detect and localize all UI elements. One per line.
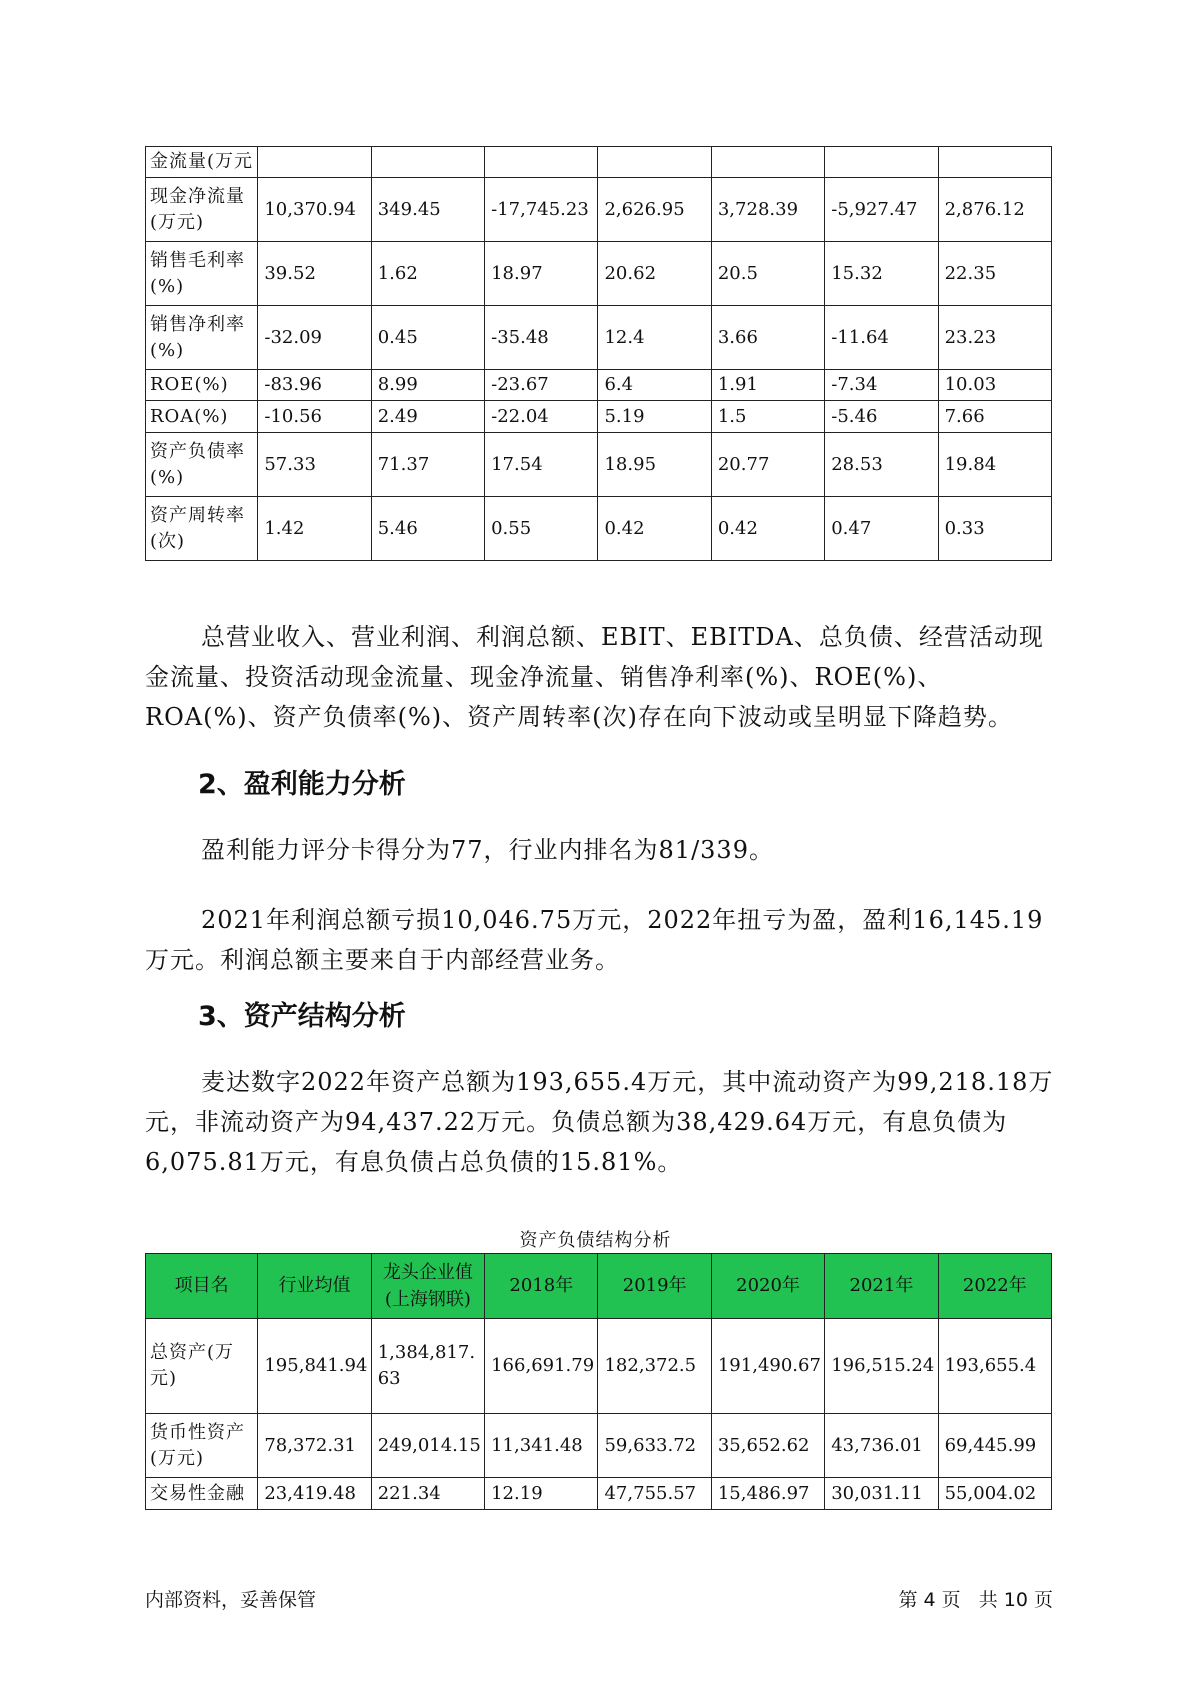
cell: 39.52 [258, 242, 371, 306]
row-label: 货币性资产(万元) [146, 1414, 258, 1478]
summary-text: 总营业收入、营业利润、利润总额、EBIT、EBITDA、总负债、经营活动现金流量、投资活动现金流量、现金净流量、销售净利率(%)、ROE(%)、ROA(%)、资产负债率(%)、资产周转率(次)存在向下波动或呈明显下降趋势。 [145, 623, 1044, 731]
profitability-text-1: 盈利能力评分卡得分为77，行业内排名为81/339。 [201, 836, 774, 864]
cell: 15,486.97 [711, 1478, 824, 1510]
cell: 19.84 [938, 433, 1051, 497]
cell: 2.49 [371, 401, 484, 433]
cell: 3.66 [711, 306, 824, 370]
cell: 20.62 [598, 242, 711, 306]
cell: 2,626.95 [598, 178, 711, 242]
cell: 2,876.12 [938, 178, 1051, 242]
cell: 59,633.72 [598, 1414, 711, 1478]
cell: 17.54 [485, 433, 598, 497]
cell: 23.23 [938, 306, 1051, 370]
cell: 1,384,817.63 [371, 1319, 484, 1414]
cell: 182,372.5 [598, 1319, 711, 1414]
cell [598, 147, 711, 178]
cell: -11.64 [825, 306, 938, 370]
cell: 0.45 [371, 306, 484, 370]
cell: 10.03 [938, 370, 1051, 401]
cell: -10.56 [258, 401, 371, 433]
cell: 221.34 [371, 1478, 484, 1510]
cell: -17,745.23 [485, 178, 598, 242]
cell: 69,445.99 [938, 1414, 1051, 1478]
header-cell: 项目名 [146, 1254, 258, 1319]
cell: 30,031.11 [825, 1478, 938, 1510]
cell: 78,372.31 [258, 1414, 371, 1478]
table-caption: 资产负债结构分析 [519, 1230, 672, 1251]
cell: 0.55 [485, 497, 598, 561]
section-heading-asset-structure: 3、资产结构分析 [198, 1001, 406, 1032]
cell: -83.96 [258, 370, 371, 401]
table-row [146, 242, 1052, 306]
cell: 22.35 [938, 242, 1051, 306]
cell: 349.45 [371, 178, 484, 242]
cell: 1.42 [258, 497, 371, 561]
cell: 195,841.94 [258, 1319, 371, 1414]
footer-page-number: 第 4 页 共 10 页 [898, 1589, 1053, 1611]
row-label: 资产周转率(次) [146, 497, 258, 561]
cell [711, 147, 824, 178]
cell: 35,652.62 [711, 1414, 824, 1478]
cell [825, 147, 938, 178]
cell: 5.19 [598, 401, 711, 433]
cell: 1.62 [371, 242, 484, 306]
table-row [146, 401, 1052, 433]
financial-indicators-table [145, 146, 1052, 561]
cell: 5.46 [371, 497, 484, 561]
row-label: 销售净利率(%) [146, 306, 258, 370]
row-label: 资产负债率(%) [146, 433, 258, 497]
cell: -23.67 [485, 370, 598, 401]
table-row [146, 1478, 1052, 1510]
table-row [146, 1319, 1052, 1414]
cell: 55,004.02 [938, 1478, 1051, 1510]
cell: 0.42 [598, 497, 711, 561]
cell: 1.91 [711, 370, 824, 401]
cell: 11,341.48 [485, 1414, 598, 1478]
table-row [146, 1414, 1052, 1478]
cell: -5,927.47 [825, 178, 938, 242]
cell: -5.46 [825, 401, 938, 433]
asset-structure-text: 麦达数字2022年资产总额为193,655.4万元，其中流动资产为99,218.18万元，非流动资产为94,437.22万元。负债总额为38,429.64万元，有息负债为6,075.81万元，有息负债占总负债的15.81%。 [145, 1068, 1054, 1176]
cell: 20.77 [711, 433, 824, 497]
table-row [146, 147, 1052, 178]
cell [258, 147, 371, 178]
cell: 18.95 [598, 433, 711, 497]
table-row [146, 306, 1052, 370]
cell: 28.53 [825, 433, 938, 497]
cell: -22.04 [485, 401, 598, 433]
cell: 57.33 [258, 433, 371, 497]
summary-paragraph [145, 617, 1065, 737]
cell: 12.19 [485, 1478, 598, 1510]
cell: 193,655.4 [938, 1319, 1051, 1414]
cell: 71.37 [371, 433, 484, 497]
header-cell: 龙头企业值(上海钢联) [371, 1254, 484, 1319]
header-cell: 2018年 [485, 1254, 598, 1319]
cell: 7.66 [938, 401, 1051, 433]
table-row [146, 433, 1052, 497]
table-row [146, 178, 1052, 242]
row-label: 金流量(万元 [146, 147, 258, 178]
cell: 10,370.94 [258, 178, 371, 242]
cell: 12.4 [598, 306, 711, 370]
table-row [146, 497, 1052, 561]
cell [485, 147, 598, 178]
row-label: 交易性金融 [146, 1478, 258, 1510]
cell: 249,014.15 [371, 1414, 484, 1478]
table-header-row [146, 1254, 1052, 1319]
cell: 0.47 [825, 497, 938, 561]
cell: 196,515.24 [825, 1319, 938, 1414]
cell: 6.4 [598, 370, 711, 401]
profitability-paragraph-1 [145, 830, 1065, 870]
row-label: ROA(%) [146, 401, 258, 433]
cell: 15.32 [825, 242, 938, 306]
header-cell: 2021年 [825, 1254, 938, 1319]
header-cell: 行业均值 [258, 1254, 371, 1319]
cell: 3,728.39 [711, 178, 824, 242]
header-cell: 2019年 [598, 1254, 711, 1319]
cell: 8.99 [371, 370, 484, 401]
section-heading-profitability: 2、盈利能力分析 [198, 769, 406, 800]
cell: 0.42 [711, 497, 824, 561]
row-label: 销售毛利率(%) [146, 242, 258, 306]
table-row [146, 370, 1052, 401]
cell: 0.33 [938, 497, 1051, 561]
cell: 43,736.01 [825, 1414, 938, 1478]
cell [371, 147, 484, 178]
cell: 1.5 [711, 401, 824, 433]
row-label: 现金净流量(万元) [146, 178, 258, 242]
header-cell: 2022年 [938, 1254, 1051, 1319]
asset-structure-paragraph [145, 1062, 1065, 1182]
profitability-text-2: 2021年利润总额亏损10,046.75万元，2022年扭亏为盈，盈利16,145.19万元。利润总额主要来自于内部经营业务。 [145, 906, 1044, 974]
asset-liability-structure-table [145, 1253, 1052, 1510]
cell [938, 147, 1051, 178]
cell: -7.34 [825, 370, 938, 401]
cell: 166,691.79 [485, 1319, 598, 1414]
row-label: ROE(%) [146, 370, 258, 401]
cell: 47,755.57 [598, 1478, 711, 1510]
cell: -35.48 [485, 306, 598, 370]
cell: 18.97 [485, 242, 598, 306]
footer-confidential-note: 内部资料，妥善保管 [145, 1589, 317, 1611]
header-cell: 2020年 [711, 1254, 824, 1319]
cell: 20.5 [711, 242, 824, 306]
cell: -32.09 [258, 306, 371, 370]
cell: 191,490.67 [711, 1319, 824, 1414]
profitability-paragraph-2 [145, 900, 1065, 980]
cell: 23,419.48 [258, 1478, 371, 1510]
row-label: 总资产(万元) [146, 1319, 258, 1414]
